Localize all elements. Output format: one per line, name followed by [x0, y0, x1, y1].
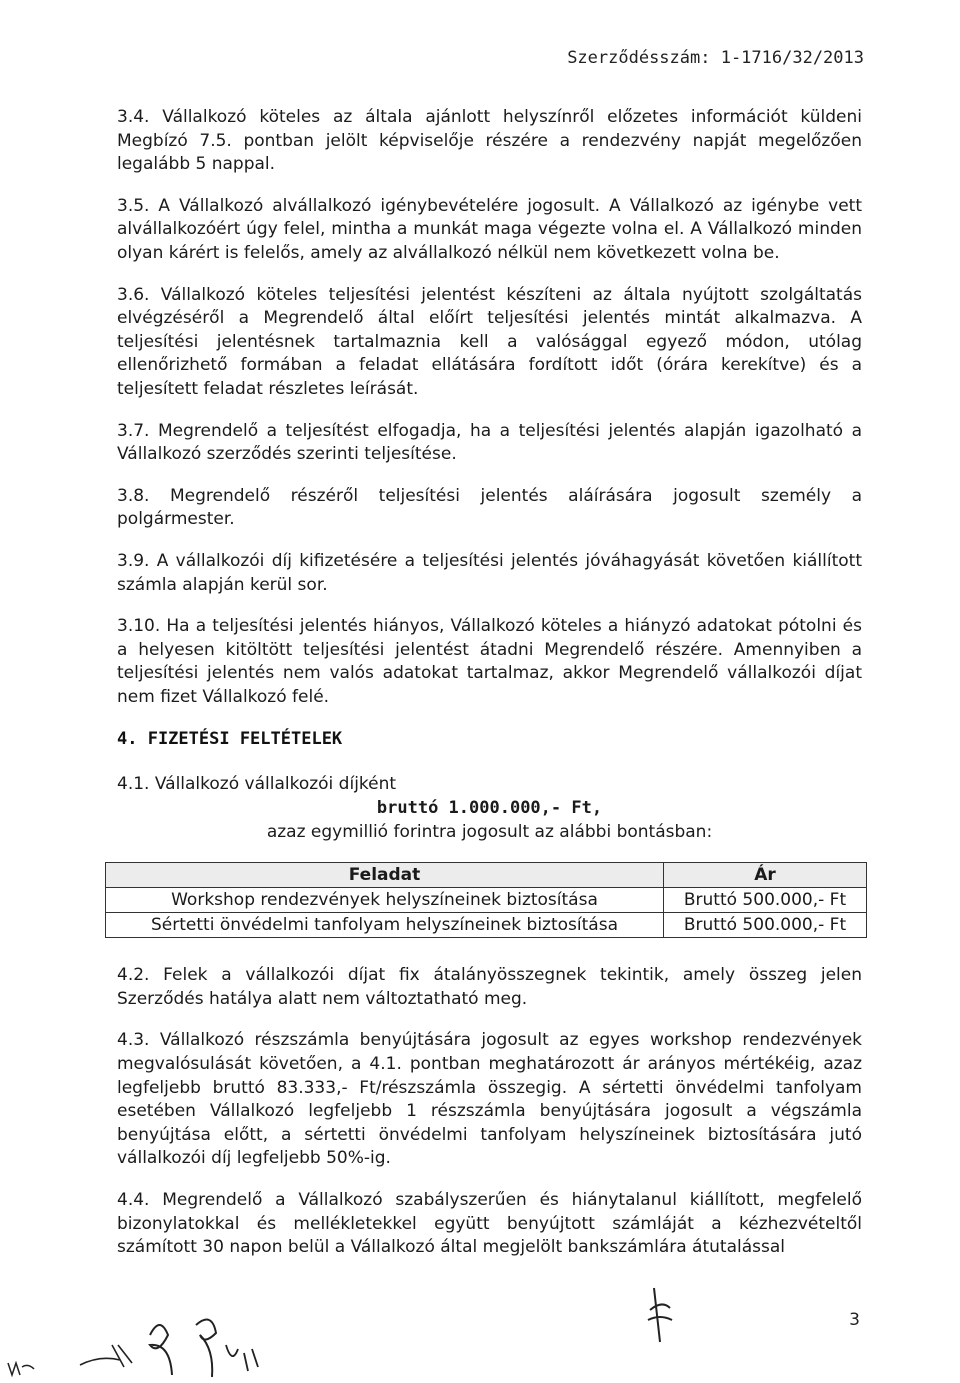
paragraph-3-8: 3.8. Megrendelő részéről teljesítési jelentés aláírására jogosult személy a polgármester.: [117, 485, 862, 530]
table-row: [106, 888, 867, 913]
fee-table-header-task: Feladat: [106, 863, 664, 888]
paragraph-4-1-intro: 4.1. Vállalkozó vállalkozói díjként: [117, 774, 397, 795]
page-number: 3: [849, 1310, 860, 1330]
paragraph-4-2: 4.2. Felek a vállalkozói díjat fix átalányösszegnek tekintik, amely összeg jelen Szerződés hatálya alatt nem változtatható meg.: [117, 965, 862, 1009]
fee-table-header-price: Ár: [664, 863, 867, 888]
handwritten-signatures: [0, 1305, 320, 1383]
document-body: [117, 106, 862, 1278]
table-cell-price: Bruttó 500.000,- Ft: [664, 913, 867, 938]
paragraph-4-4: 4.4. Megrendelő a Vállalkozó szabályszerűen és hiánytalanul kiállított, megfelelő bizonylatokkal és mellékletekkel együtt benyújtott számláját a kézhezvételtől számított 30 napon belül a Vállalkozó által megjelölt bankszámlára átutalással: [117, 1190, 862, 1258]
fee-table: [105, 862, 867, 938]
table-cell-price: Bruttó 500.000,- Ft: [664, 888, 867, 913]
table-row: [106, 913, 867, 938]
initial-signature: [640, 1280, 680, 1350]
section-4-heading: 4. FIZETÉSI FELTÉTELEK: [117, 729, 343, 750]
paragraph-3-6: 3.6. Vállalkozó köteles teljesítési jelentést készíteni az általa nyújtott szolgáltatás elvégzéséről a Megrendelő által előírt teljesítési jelentés mintát alkalmazva. A teljesítési jelentésnek tartalmaznia kell a valósággal egyező módon, utólag ellenőrizhető formában a feladat ellátására fordított időt (órára kerekítve) és a teljesített feladat részletes leírását.: [117, 284, 862, 399]
paragraph-3-5: 3.5. A Vállalkozó alvállalkozó igénybevételére jogosult. A Vállalkozó az igénybe vett alvállalkozóért úgy felel, mintha a munkát maga végezte volna el. A Vállalkozó minden olyan kárért is felelős, amely az alvállalkozó nélkül nem következett volna be.: [117, 195, 862, 263]
table-cell-task: Sértetti önvédelmi tanfolyam helyszíneinek biztosítása: [106, 913, 664, 938]
paragraph-3-4: 3.4. Vállalkozó köteles az általa ajánlott helyszínről előzetes információt küldeni Megbízó 7.5. pontban jelölt képviselője részére a rendezvény napját megelőzően legalább 5 nappal.: [117, 107, 862, 175]
paragraph-4-1-amount: bruttó 1.000.000,- Ft,: [376, 798, 603, 819]
table-cell-task: Workshop rendezvények helyszíneinek biztosítása: [106, 888, 664, 913]
paragraph-4-1-tail: azaz egymillió forintra jogosult az alábbi bontásban:: [266, 821, 713, 842]
fee-table-header-row: [106, 863, 867, 888]
paragraph-3-7: 3.7. Megrendelő a teljesítést elfogadja, ha a teljesítési jelentés alapján igazolható a Vállalkozó szerződés szerinti teljesítése.: [117, 420, 862, 465]
contract-number: Szerződésszám: 1-1716/32/2013: [567, 48, 864, 68]
paragraph-3-9: 3.9. A vállalkozói díj kifizetésére a teljesítési jelentés jóváhagyását követően kiállított számla alapján kerül sor.: [117, 550, 862, 595]
paragraph-4-3: 4.3. Vállalkozó részszámla benyújtására jogosult az egyes workshop rendezvények megvalósulását követően, a 4.1. pontban meghatározott ár arányos mértékéig, azaz legfeljebb bruttó 83.333,- Ft/részszámla összegig. A sértetti önvédelmi tanfolyam esetében Vállalkozó legfeljebb 1 részszámla benyújtására jogosult a végszámla benyújtása előtt, a sértetti önvédelmi tanfolyam helyszíneinek biztosítására jutó vállalkozói díj legfeljebb 50%-ig.: [117, 1030, 862, 1169]
paragraph-3-10: 3.10. Ha a teljesítési jelentés hiányos, Vállalkozó köteles a hiányzó adatokat pótolni és a helyesen kitöltött teljesítési jelentést átadni Megrendelő részére. Amennyiben a teljesítési jelentés nem valós adatokat tartalmaz, akkor Megrendelő vállalkozói díjat nem fizet Vállalkozó felé.: [117, 616, 862, 707]
